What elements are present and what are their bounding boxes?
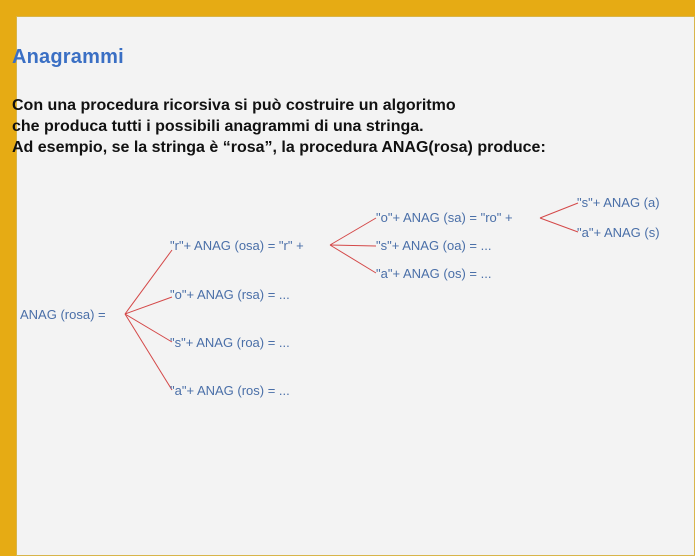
node-l2-a: "a"+ ANAG (os) = ... [376, 266, 492, 281]
branch-root-to-s [125, 314, 172, 342]
intro-line-1: Con una procedura ricorsiva si può costruire un algoritmo [12, 97, 456, 114]
node-l1-s: "s"+ ANAG (roa) = ... [170, 335, 290, 350]
branch-root-to-r [125, 250, 172, 314]
branch-ro-to-s [540, 203, 578, 218]
node-l1-a: "a"+ ANAG (ros) = ... [170, 383, 290, 398]
branch-r-to-s [330, 245, 376, 246]
node-l1-o: "o"+ ANAG (rsa) = ... [170, 287, 290, 302]
intro-line-2: che produca tutti i possibili anagrammi di una stringa. [12, 118, 424, 135]
node-root: ANAG (rosa) = [20, 307, 106, 322]
intro-line-3: Ad esempio, se la stringa è “rosa”, la procedura ANAG(rosa) produce: [12, 139, 546, 156]
node-l2-o: "o"+ ANAG (sa) = "ro" + [376, 210, 513, 225]
node-l3-a: "a"+ ANAG (s) [577, 225, 660, 240]
node-l3-s: "s"+ ANAG (a) [577, 195, 660, 210]
slide-title: Anagrammi [12, 46, 124, 68]
branch-r-to-o [330, 218, 376, 245]
node-l2-s: "s"+ ANAG (oa) = ... [376, 238, 492, 253]
branch-r-to-a [330, 245, 376, 273]
branch-root-to-o [125, 297, 172, 314]
branch-root-to-a [125, 314, 172, 390]
branch-ro-to-a [540, 218, 578, 232]
node-l1-r: "r"+ ANAG (osa) = "r" + [170, 238, 304, 253]
